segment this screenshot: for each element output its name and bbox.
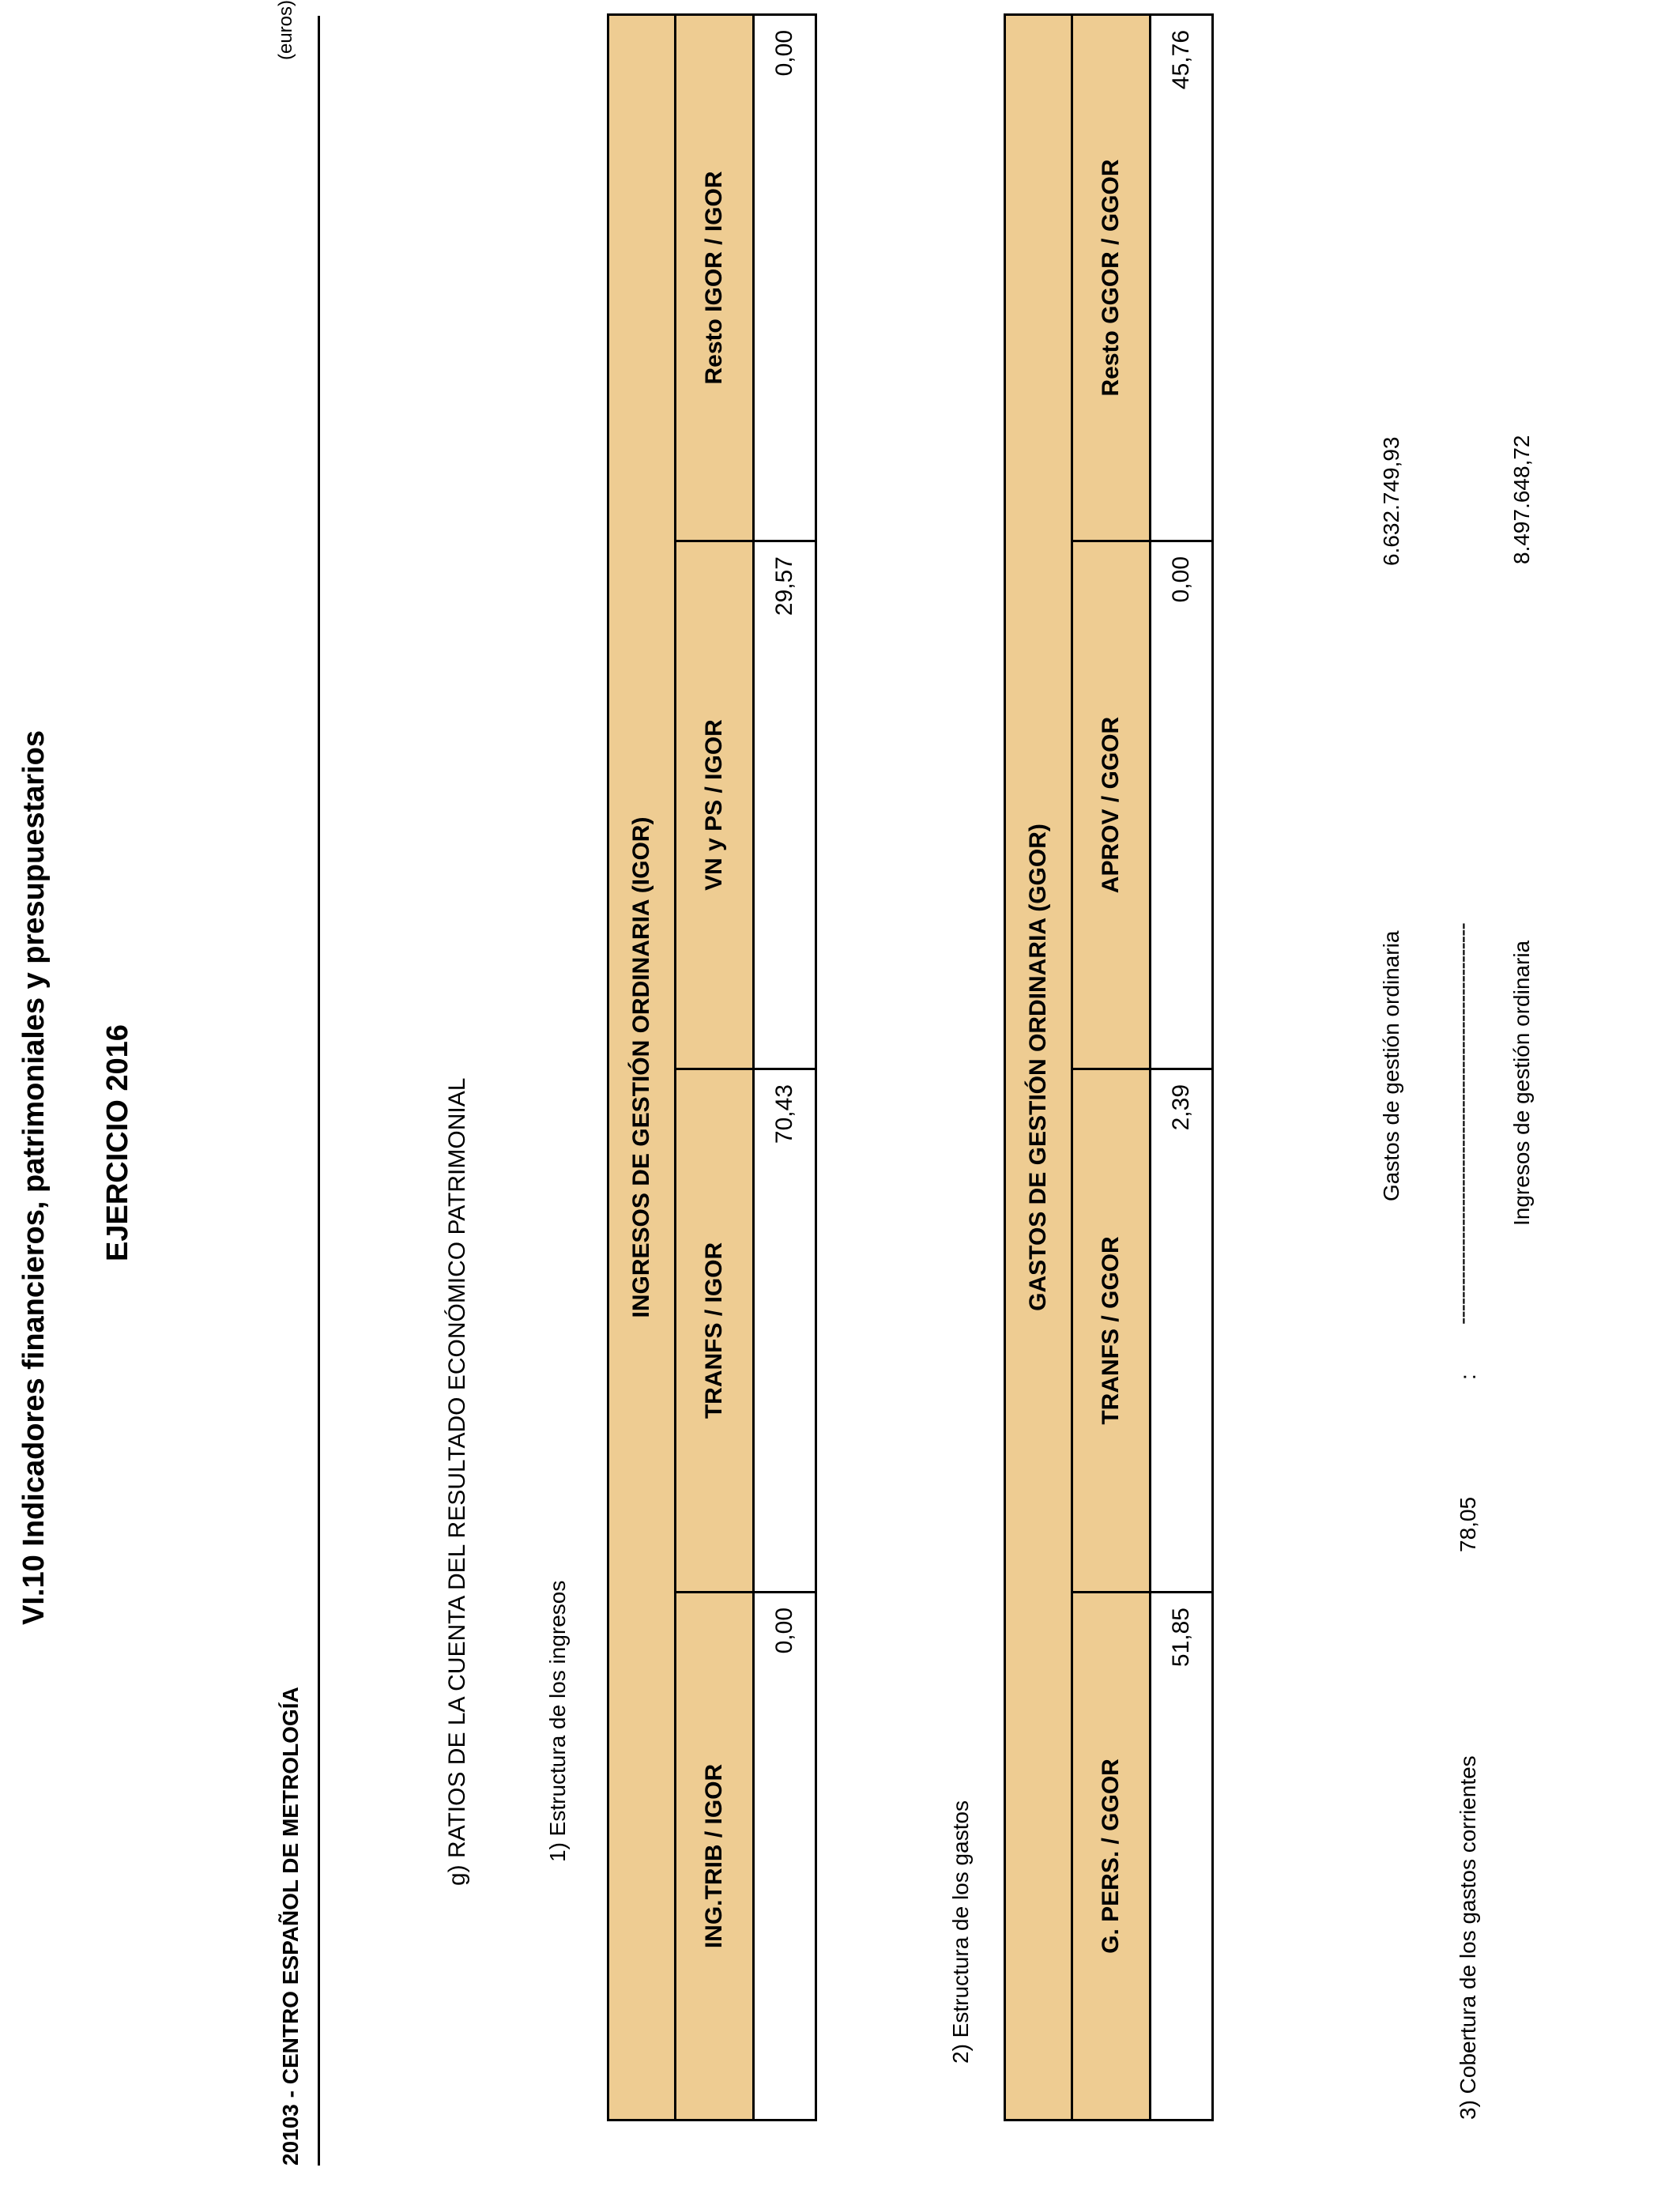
cobertura-colon: : <box>1456 1374 1480 1380</box>
gastos-col-aprov: APROV / GGOR <box>1072 541 1151 1069</box>
ingresos-col-vnps: VN y PS / IGOR <box>676 541 754 1069</box>
section-title: g) RATIOS DE LA CUENTA DEL RESULTADO ECONÓMICO PATRIMONIAL <box>444 1077 470 1886</box>
ingresos-group-header: INGRESOS DE GESTIÓN ORDINARIA (IGOR) <box>608 15 676 2120</box>
gastos-value-tranfs: 2,39 <box>1151 1069 1213 1593</box>
gastos-col-resto: Resto GGOR / GGOR <box>1072 14 1151 541</box>
cobertura-numerator-label: Gastos de gestión ordinaria <box>1379 930 1403 1201</box>
ingresos-col-resto: Resto IGOR / IGOR <box>676 15 754 541</box>
header-rule <box>318 16 320 2166</box>
gastos-col-tranfs: TRANFS / GGOR <box>1072 1069 1151 1593</box>
cobertura-fraction-line: ------------------------------------------------------------- <box>1450 923 1475 1325</box>
gastos-table <box>1004 13 1214 2121</box>
cobertura-label: 3) Cobertura de los gastos corrientes <box>1456 1755 1480 2120</box>
ingresos-col-tranfs: TRANFS / IGOR <box>676 1069 754 1593</box>
ingresos-value-vnps: 29,57 <box>754 541 816 1069</box>
entity-name: 20103 - CENTRO ESPAÑOL DE METROLOGÍA <box>278 1687 303 2166</box>
ingresos-table <box>607 13 817 2121</box>
gastos-col-gpers: G. PERS. / GGOR <box>1072 1593 1151 2120</box>
report-title: VI.10 Indicadores financieros, patrimoniales y presupuestarios <box>17 730 51 1625</box>
ingresos-col-ingtrib: ING.TRIB / IGOR <box>676 1593 754 2120</box>
cobertura-numerator-value: 6.632.749,93 <box>1379 436 1403 566</box>
gastos-value-gpers: 51,85 <box>1151 1593 1213 2120</box>
gastos-value-resto: 45,76 <box>1151 14 1213 541</box>
cobertura-denominator-value: 8.497.648,72 <box>1509 435 1534 564</box>
ingresos-value-resto: 0,00 <box>754 15 816 541</box>
cobertura-denominator-label: Ingresos de gestión ordinaria <box>1509 940 1534 1226</box>
gastos-label: 2) Estructura de los gastos <box>948 1800 973 2064</box>
exercise-title: EJERCICIO 2016 <box>101 1024 134 1261</box>
cobertura-value: 78,05 <box>1456 1496 1480 1552</box>
gastos-group-header: GASTOS DE GESTIÓN ORDINARIA (GGOR) <box>1005 14 1072 2120</box>
ingresos-label: 1) Estructura de los ingresos <box>545 1580 570 1862</box>
units-label: (euros) <box>275 0 296 60</box>
ingresos-value-tranfs: 70,43 <box>754 1069 816 1593</box>
gastos-value-aprov: 0,00 <box>1151 541 1213 1069</box>
ingresos-value-ingtrib: 0,00 <box>754 1593 816 2120</box>
